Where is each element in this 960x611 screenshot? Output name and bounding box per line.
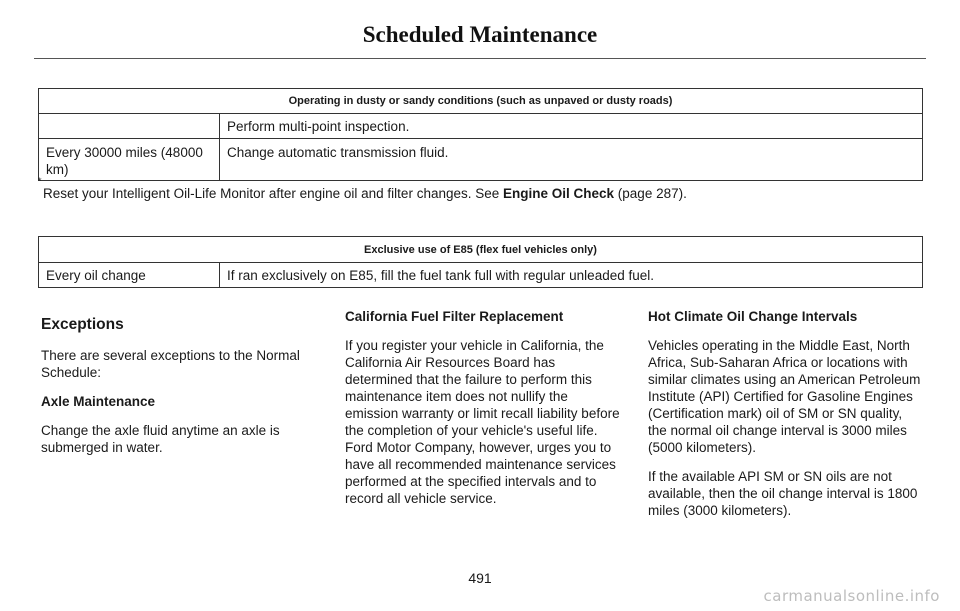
paragraph: Change the axle fluid anytime an axle is submerged in water. xyxy=(41,423,280,455)
hot-climate-column xyxy=(648,308,924,531)
table-header-row xyxy=(39,237,923,263)
interval-cell: Every 30000 miles (48000 km) xyxy=(39,139,220,181)
dusty-conditions-table xyxy=(38,88,923,181)
exceptions-column xyxy=(41,308,317,468)
subsection-heading: Axle Maintenance xyxy=(41,394,156,409)
paragraph: If you register your vehicle in California, the California Air Resources Board has determined that the failure to perform this maintenance item does not nullify the emission warranty or limit recall liability before the completion of your vehicle's useful life. Ford Motor Company, however, urges you to have all recommended maintenance services performed at the specified intervals and to record all vehicle service. xyxy=(345,338,620,506)
e85-table xyxy=(38,236,923,288)
table-row xyxy=(39,263,923,288)
page-title: Scheduled Maintenance xyxy=(362,22,598,47)
action-cell: If ran exclusively on E85, fill the fuel tank full with regular unleaded fuel. xyxy=(220,263,923,288)
paragraph: There are several exceptions to the Normal Schedule: xyxy=(41,348,300,380)
subsection-heading: California Fuel Filter Replacement xyxy=(345,309,564,324)
action-cell: Perform multi-point inspection. xyxy=(220,114,923,139)
table-header-row xyxy=(39,89,923,114)
table-header: Exclusive use of E85 (flex fuel vehicles only) xyxy=(39,237,923,263)
table-row xyxy=(39,139,923,181)
page-number: 491 xyxy=(468,570,492,586)
paragraph: If the available API SM or SN oils are not available, then the oil change interval is 1800 miles (3000 kilometers). xyxy=(648,469,918,518)
interval-cell: Every oil change xyxy=(39,263,220,288)
section-heading: Exceptions xyxy=(41,316,124,333)
table-row xyxy=(39,114,923,139)
footnote-text: Reset your Intelligent Oil-Life Monitor after engine oil and filter changes. See xyxy=(43,186,504,201)
paragraph: Vehicles operating in the Middle East, North Africa, Sub-Saharan Africa or locations with similar climates using an American Petroleum Institute (API) Certified for Gasoline Engines (Certification mark) oil of SM or SN quality, the normal oil change interval is 3000 miles (5000 kilometers). xyxy=(648,338,921,455)
title-divider xyxy=(34,58,926,59)
action-cell: Change automatic transmission fluid. xyxy=(220,139,923,181)
subsection-heading: Hot Climate Oil Change Intervals xyxy=(648,309,858,324)
table-header: Operating in dusty or sandy conditions (such as unpaved or dusty roads) xyxy=(39,89,923,114)
footnote-marker: * xyxy=(38,176,42,186)
california-fuel-filter-column xyxy=(345,308,621,519)
footnote-page-ref: (page 287). xyxy=(614,186,687,201)
interval-cell xyxy=(39,114,220,139)
watermark: carmanualsonline.info xyxy=(763,587,940,605)
footnote xyxy=(43,186,687,201)
footnote-link[interactable]: Engine Oil Check xyxy=(503,186,615,201)
